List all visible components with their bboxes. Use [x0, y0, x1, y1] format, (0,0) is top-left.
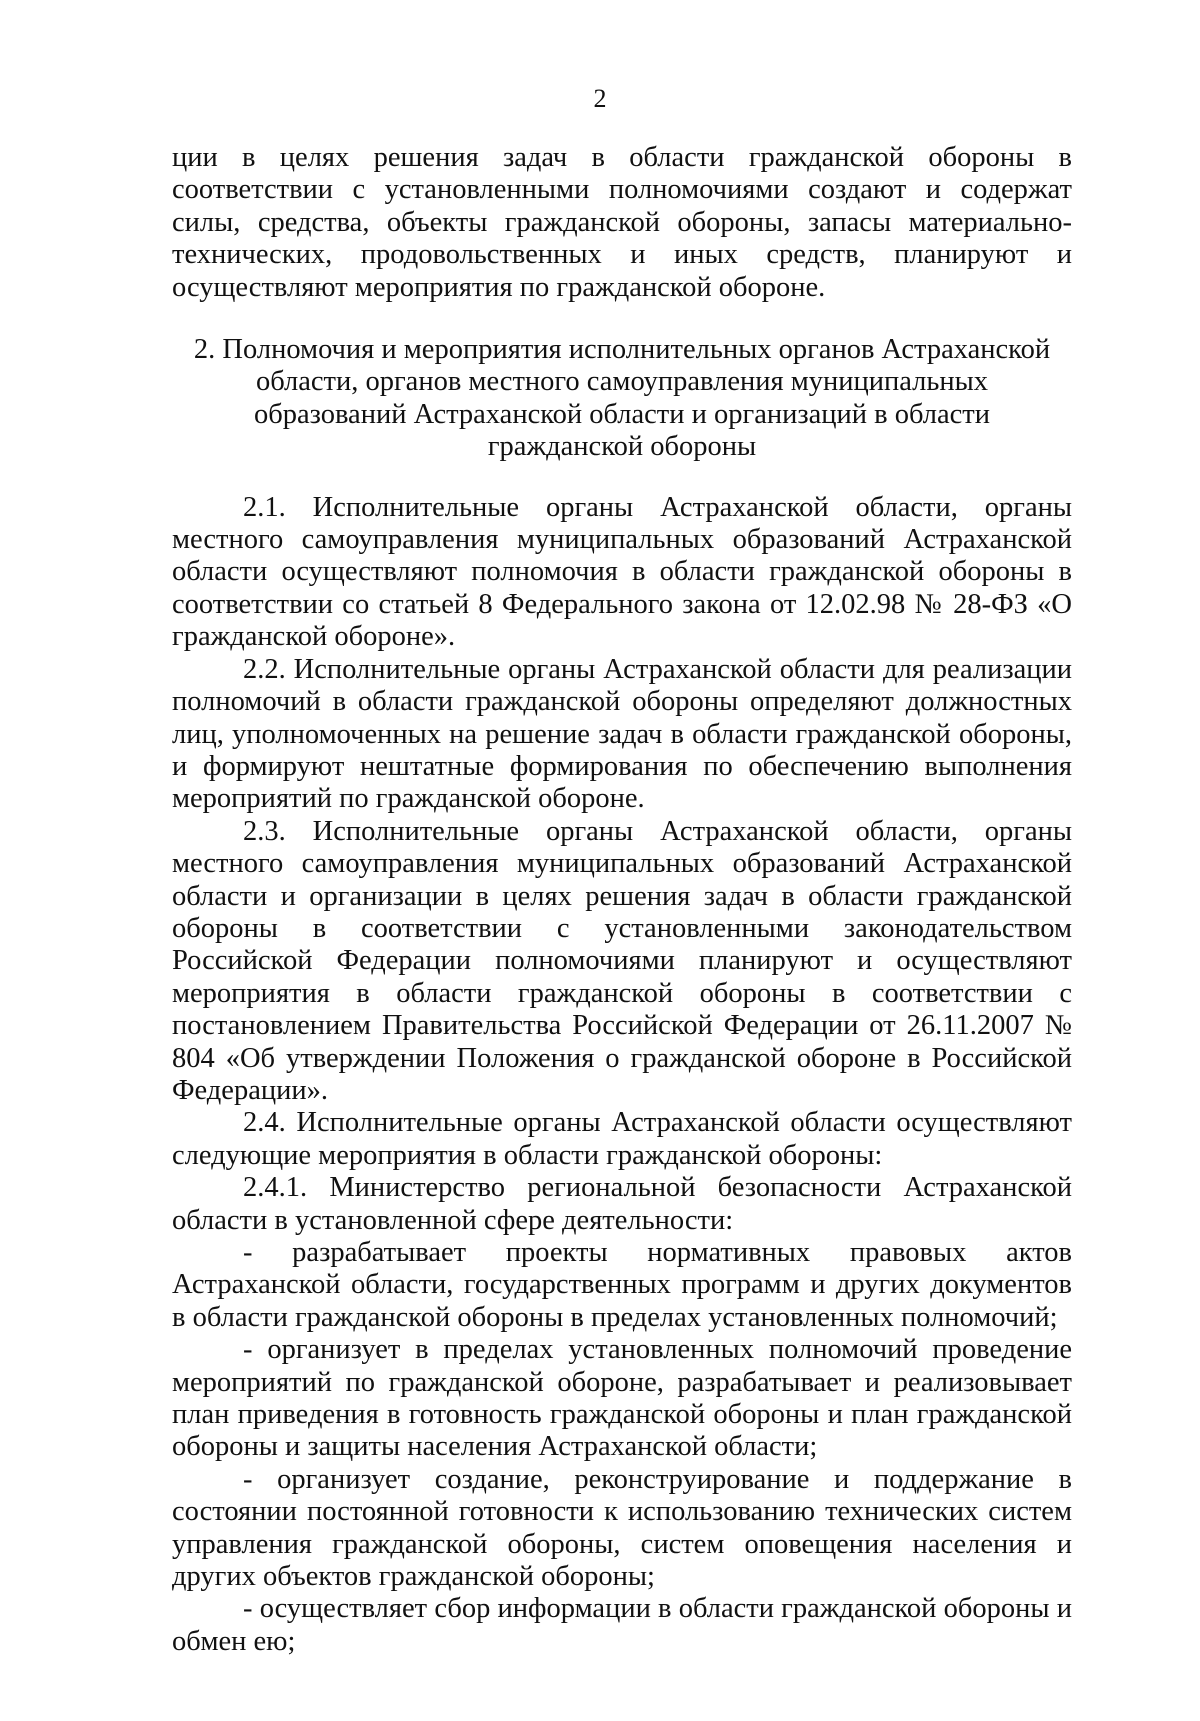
list-item: - осуществляет сбор информации в области гражданской обороны и обмен ею; [172, 1593, 1072, 1657]
paragraph-2-4: 2.4. Исполнительные органы Астраханской области осуществляют следующие мероприятия в области гражданской обороны: [172, 1107, 1072, 1171]
list-item: - организует создание, реконструирование и поддержание в состоянии постоянной готовности к использованию технических систем управления гражданской обороны, систем оповещения населения и других объектов гражданской обороны; [172, 1463, 1072, 1593]
section-heading: 2. Полномочия и мероприятия исполнительных органов Астраханской области, органов местного самоуправления муниципальных образований Астраханской области и организаций в области гражданской обороны [193, 334, 1051, 463]
paragraph-2-1: 2.1. Исполнительные органы Астраханской области, органы местного самоуправления муниципальных образований Астраханской области осуществляют полномочия в области гражданской обороны в соответствии со статьей 8 Федерального закона от 12.02.98 № 28-ФЗ «О гражданской обороне». [172, 491, 1072, 653]
page-number: 2 [593, 84, 607, 113]
paragraph-2-3: 2.3. Исполнительные органы Астраханской области, органы местного самоуправления муниципальных образований Астраханской области и организации в целях решения задач в области гражданской обороны в соответствии с установленными законодательством Российской Федерации полномочиями планируют и осуществляют мероприятия в области гражданской обороны в соответствии с постановлением Правительства Российской Федерации от 26.11.2007 № 804 «Об утверждении Положения о гражданской обороне в Российской Федерации». [172, 815, 1072, 1106]
paragraph-2-4-1: 2.4.1. Министерство региональной безопасности Астраханской области в установленной сфере деятельности: [172, 1172, 1072, 1236]
list-item: - разрабатывает проекты нормативных правовых актов Астраханской области, государственных программ и других документов в области гражданской обороны в пределах установленных полномочий; [172, 1237, 1072, 1333]
list-item: - организует в пределах установленных полномочий проведение мероприятий по гражданской обороне, разрабатывает и реализовывает план приведения в готовность гражданской обороны и план гражданской обороны и защиты населения Астраханской области; [172, 1334, 1072, 1463]
paragraph-2-2: 2.2. Исполнительные органы Астраханской области для реализации полномочий в области гражданской обороны определяют должностных лиц, уполномоченных на решение задач в области гражданской обороны, и формируют нештатные формирования по обеспечению выполнения мероприятий по гражданской обороне. [172, 653, 1072, 815]
document-body [172, 142, 1072, 1658]
continued-paragraph: ции в целях решения задач в области гражданской обороны в соответствии с установленными полномочиями создают и содержат силы, средства, объекты гражданской обороны, запасы материально-технических, продовольственных и иных средств, планируют и осуществляют мероприятия по гражданской обороне. [172, 142, 1072, 303]
